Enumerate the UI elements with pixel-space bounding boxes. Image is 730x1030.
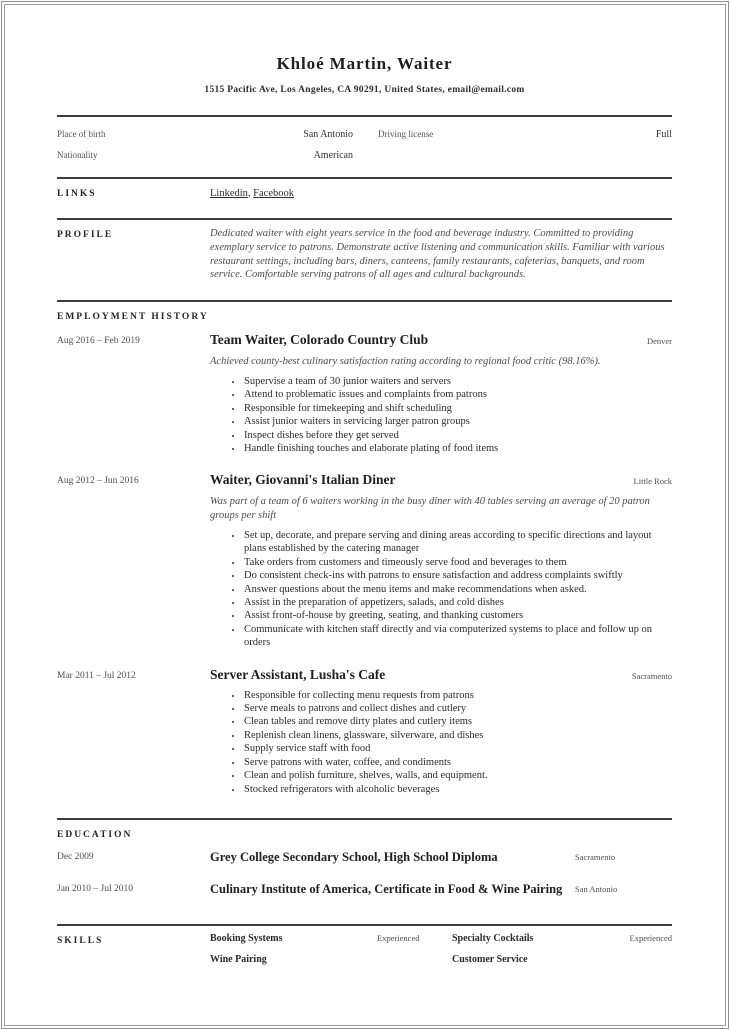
bullet-item: • Clean tables and remove dirty plates and cutlery items [243, 715, 672, 728]
skill-name: Specialty Cocktails [452, 932, 534, 944]
linkedin-link[interactable]: Linkedin [210, 188, 248, 199]
education-entry [57, 880, 672, 898]
skills-section-label: SKILLS [57, 935, 104, 946]
place-of-birth-value: San Antonio [303, 129, 353, 140]
links-section [57, 177, 672, 218]
bullet-item: • Handle finishing touches and elaborate plating of food items [243, 442, 672, 455]
bullet-item: • Do consistent check-ins with patrons to ensure satisfaction and address complaints swiftly [243, 569, 672, 582]
bullet-item: • Set up, decorate, and prepare serving and dining areas according to specific directions and layout plans established by the catering manager [243, 529, 672, 556]
links-line [210, 179, 672, 199]
skills-section [57, 924, 672, 965]
job-entry [57, 472, 672, 649]
education-location: Sacramento [575, 851, 616, 862]
job-title: Waiter, Giovanni's Italian Diner [210, 472, 396, 488]
education-dates: Jan 2010 – Jul 2010 [57, 883, 133, 894]
skill-name: Wine Pairing [210, 953, 267, 965]
education-section [57, 818, 672, 924]
nationality-label: Nationality [57, 150, 98, 160]
bullet-item: • Responsible for collecting menu requests from patrons [243, 689, 672, 702]
facebook-link[interactable]: Facebook [253, 188, 294, 199]
skill-level: Experienced [629, 932, 672, 943]
job-summary: Achieved county-best culinary satisfaction rating according to regional food critic (98.16%). [210, 356, 601, 368]
nationality-value: American [313, 150, 353, 161]
details-row [57, 146, 672, 167]
job-bullets [210, 375, 672, 455]
profile-text: Dedicated waiter with eight years service in the food and beverage industry. Committed to providing exemplary service to patrons. Demonstrate active listening and communication skills. Familiar with various restaurant settings, including bars, diners, canteens, family restaurants, cafeterias, banquets, and room service. Comfortable serving patrons of all ages and cultural backgrounds. [210, 228, 665, 281]
bullet-item: • Supervise a team of 30 junior waiters and servers [243, 375, 672, 388]
bullet-item: • Communicate with kitchen staff directly and via computerized systems to place and follow up on orders [243, 623, 672, 650]
personal-details [57, 117, 672, 177]
links-section-label: LINKS [57, 189, 97, 199]
bullet-item: • Answer questions about the menu items and make recommendations when asked. [243, 583, 672, 596]
bullet-item: • Responsible for timekeeping and shift scheduling [243, 402, 672, 415]
profile-section-label: PROFILE [57, 230, 114, 240]
education-title: Grey College Secondary School, High School Diploma [210, 849, 498, 864]
details-row [57, 125, 672, 146]
job-title: Team Waiter, Colorado Country Club [210, 332, 429, 348]
job-title: Server Assistant, Lusha's Cafe [210, 666, 386, 682]
bullet-item: • Supply service staff with food [243, 742, 672, 755]
job-bullets [210, 689, 672, 796]
job-dates: Aug 2016 – Feb 2019 [57, 336, 140, 347]
employment-section-label: EMPLOYMENT HISTORY [57, 312, 209, 323]
link-separator: , [247, 188, 254, 199]
job-summary: Was part of a team of 6 waiters working in the busy diner with 40 tables serving an average of 20 patron groups per shift [210, 496, 650, 522]
job-entry [57, 332, 672, 455]
contact-line: 1515 Pacific Ave, Los Angeles, CA 90291, United States, email@email.com [204, 85, 525, 95]
job-location: Denver [646, 336, 672, 347]
skills-grid [210, 926, 672, 965]
skill-name: Booking Systems [210, 932, 283, 944]
employment-section [57, 300, 672, 818]
driving-license-label: Driving license [378, 129, 434, 139]
skill-level: Experienced [377, 932, 420, 943]
place-of-birth-label: Place of birth [57, 129, 106, 139]
education-title: Culinary Institute of America, Certificate in Food & Wine Pairing [210, 881, 563, 896]
bullet-item: • Assist front-of-house by greeting, seating, and thanking customers [243, 609, 672, 622]
bullet-item: • Serve meals to patrons and collect dishes and cutlery [243, 702, 672, 715]
bullet-item: • Replenish clean linens, glassware, silverware, and dishes [243, 729, 672, 742]
bullet-item: • Take orders from customers and timeously serve food and beverages to them [243, 556, 672, 569]
job-location: Little Rock [633, 476, 672, 487]
bullet-item: • Assist in the preparation of appetizers, salads, and cold dishes [243, 596, 672, 609]
driving-license-value: Full [655, 129, 672, 140]
education-location: San Antonio [575, 883, 618, 894]
resume-header [57, 0, 672, 95]
candidate-name: Khloé Martin, Waiter [276, 54, 453, 73]
job-entry [57, 667, 672, 796]
job-dates: Aug 2012 – Jun 2016 [57, 476, 139, 487]
education-entry [57, 848, 672, 866]
profile-section [57, 218, 672, 300]
education-dates: Dec 2009 [57, 851, 94, 862]
bullet-item: • Assist junior waiters in servicing larger patron groups [243, 415, 672, 428]
job-dates: Mar 2011 – Jul 2012 [57, 670, 136, 681]
bullet-item: • Inspect dishes before they get served [243, 429, 672, 442]
driving-license-pair [353, 129, 672, 140]
bullet-item: • Stocked refrigerators with alcoholic beverages [243, 783, 672, 796]
bullet-item: • Serve patrons with water, coffee, and condiments [243, 756, 672, 769]
job-bullets [210, 529, 672, 650]
skill-name: Customer Service [452, 953, 528, 965]
job-location: Sacramento [631, 670, 672, 681]
education-section-label: EDUCATION [57, 829, 133, 840]
bullet-item: • Attend to problematic issues and complaints from patrons [243, 388, 672, 401]
bullet-item: • Clean and polish furniture, shelves, walls, and equipment. [243, 769, 672, 782]
